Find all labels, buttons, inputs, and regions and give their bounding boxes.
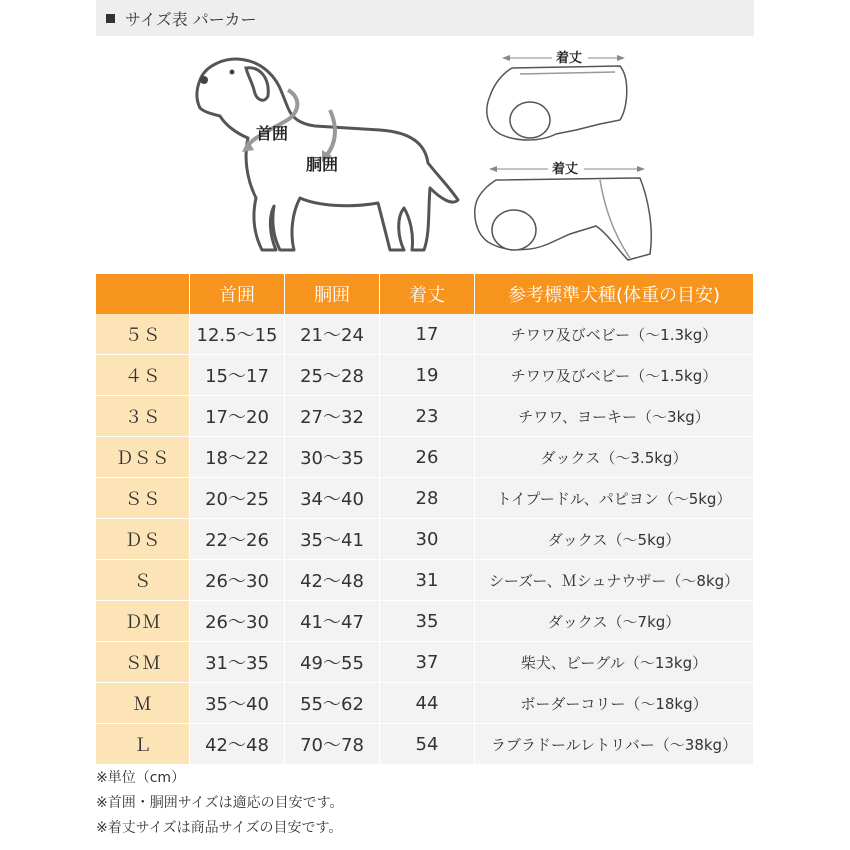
neck-cell: 22〜26 [190,519,285,560]
neck-cell: 12.5〜15 [190,314,285,355]
breed-cell: トイプードル、パピヨン（〜5kg） [475,478,754,519]
chest-cell: 49〜55 [285,642,380,683]
table-row [96,519,754,560]
size-cell: ＤＭ [96,601,190,642]
neck-label: 首囲 [256,124,289,143]
breed-cell: ラブラドールレトリバー（〜38kg） [475,724,754,765]
length-cell: 31 [380,560,475,601]
size-cell: Ｍ [96,683,190,724]
chest-cell: 70〜78 [285,724,380,765]
table-row [96,437,754,478]
table-row [96,560,754,601]
breed-cell: ダックス（〜3.5kg） [475,437,754,478]
chest-cell: 25〜28 [285,355,380,396]
table-row [96,683,754,724]
chest-cell: 42〜48 [285,560,380,601]
table-row [96,642,754,683]
note-unit: ※単位（cm） [96,770,186,786]
table-row [96,478,754,519]
chest-cell: 27〜32 [285,396,380,437]
breed-cell: 柴犬、ビーグル（〜13kg） [475,642,754,683]
square-bullet-icon [106,14,115,23]
chest-cell: 30〜35 [285,437,380,478]
chest-cell: 55〜62 [285,683,380,724]
table-row [96,601,754,642]
dog-diagram [0,38,850,270]
neck-cell: 26〜30 [190,560,285,601]
table-row [96,724,754,765]
neck-cell: 15〜17 [190,355,285,396]
title-bar [96,0,754,36]
breed-cell: ダックス（〜5kg） [475,519,754,560]
length-cell: 23 [380,396,475,437]
chest-cell: 21〜24 [285,314,380,355]
note-length: ※着丈サイズは商品サイズの目安です。 [96,820,343,836]
header-breed: 参考標準犬種(体重の目安) [475,274,754,314]
length-cell: 26 [380,437,475,478]
breed-cell: ボーダーコリー（〜18kg） [475,683,754,724]
table-row [96,314,754,355]
breed-cell: チワワ及びベビー（〜1.3kg） [475,314,754,355]
table-header-row [96,274,754,314]
size-cell: ３Ｓ [96,396,190,437]
header-chest: 胴囲 [285,274,380,314]
size-table [96,274,754,765]
length-cell: 54 [380,724,475,765]
length-cell: 19 [380,355,475,396]
neck-cell: 42〜48 [190,724,285,765]
note-neck-chest: ※首囲・胴囲サイズは適応の目安です。 [96,795,344,811]
neck-cell: 20〜25 [190,478,285,519]
garment-bottom-icon [475,178,651,260]
size-cell: ＳＭ [96,642,190,683]
chest-label: 胴囲 [306,155,339,174]
measurement-illustration [0,38,850,270]
length-cell: 17 [380,314,475,355]
header-neck: 首囲 [190,274,285,314]
header-length: 着丈 [380,274,475,314]
size-cell: ＳＳ [96,478,190,519]
breed-cell: チワワ、ヨーキー（〜3kg） [475,396,754,437]
breed-cell: シーズー、Ｍシュナウザー（〜8kg） [475,560,754,601]
breed-cell: チワワ及びベビー（〜1.5kg） [475,355,754,396]
header-size [96,274,190,314]
neck-cell: 26〜30 [190,601,285,642]
table-row [96,396,754,437]
length-cell: 44 [380,683,475,724]
neck-cell: 35〜40 [190,683,285,724]
length-cell: 37 [380,642,475,683]
length-cell: 35 [380,601,475,642]
size-cell: ＤＳ [96,519,190,560]
size-cell: ５Ｓ [96,314,190,355]
size-cell: Ｓ [96,560,190,601]
chest-cell: 34〜40 [285,478,380,519]
notes [96,766,344,841]
length-label-top: 着丈 [556,51,583,66]
size-cell: Ｌ [96,724,190,765]
length-cell: 28 [380,478,475,519]
neck-cell: 31〜35 [190,642,285,683]
length-label-bottom: 着丈 [552,162,579,177]
neck-cell: 18〜22 [190,437,285,478]
table-row [96,355,754,396]
chest-cell: 35〜41 [285,519,380,560]
size-cell: ＤＳＳ [96,437,190,478]
page-title: サイズ表 パーカー [125,9,257,29]
chest-cell: 41〜47 [285,601,380,642]
length-cell: 30 [380,519,475,560]
size-cell: ４Ｓ [96,355,190,396]
breed-cell: ダックス（〜7kg） [475,601,754,642]
garment-top-icon [487,66,627,140]
neck-cell: 17〜20 [190,396,285,437]
